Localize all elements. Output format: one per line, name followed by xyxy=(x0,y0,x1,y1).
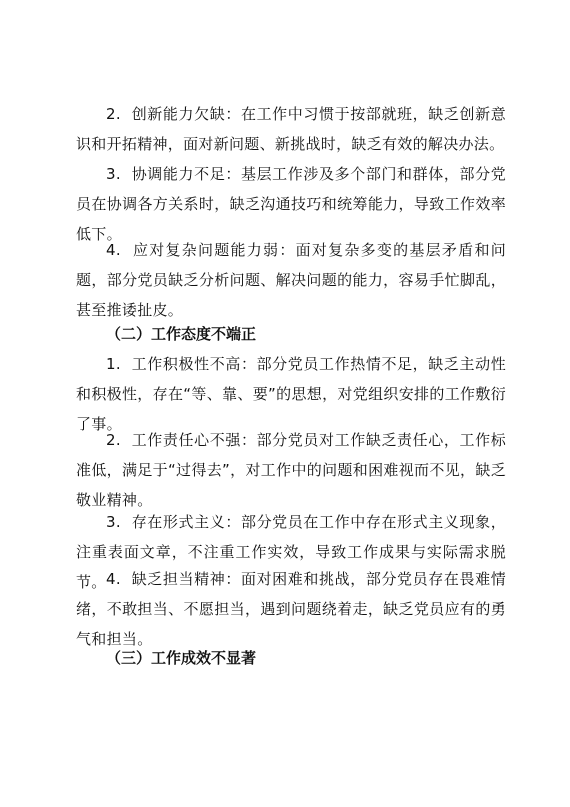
paragraph-text: 工作责任心不强：部分党员对工作缺乏责任心，工作标准低，满足于“过得去”，对工作中的问题和困难视而不见，缺乏敬业精神。 xyxy=(76,431,507,509)
item-number: 3. xyxy=(106,513,121,531)
item-number: 1. xyxy=(106,355,121,373)
section-heading-work-attitude: （二）工作态度不端正 xyxy=(106,325,257,343)
paragraph-responsibility xyxy=(76,425,506,515)
paragraph-text: 存在形式主义：部分党员在工作中存在形式主义现象，注重表面文章，不注重工作实效，导致工作成果与实际需求脱节。 xyxy=(76,513,507,591)
item-number: 2. xyxy=(106,431,121,449)
paragraph-complex-problems xyxy=(76,235,506,325)
paragraph-text: 工作积极性不高：部分党员工作热情不足，缺乏主动性和积极性，存在“等、靠、要”的思想，对党组织安排的工作敷衍了事。 xyxy=(76,355,507,433)
section-heading-work-results: （三）工作成效不显著 xyxy=(106,649,257,667)
item-number: 4. xyxy=(106,570,121,588)
item-number: 3. xyxy=(106,165,121,183)
paragraph-innovation xyxy=(76,99,506,159)
paragraph-text: 创新能力欠缺：在工作中习惯于按部就班，缺乏创新意识和开拓精神，面对新问题、新挑战时，缺乏有效的解决办法。 xyxy=(76,105,507,153)
paragraph-text: 协调能力不足：基层工作涉及多个部门和群体，部分党员在协调各方关系时，缺乏沟通技巧和统筹能力，导致工作效率低下。 xyxy=(76,165,507,243)
paragraph-responsibility-spirit xyxy=(76,564,506,654)
item-number: 2. xyxy=(106,105,121,123)
item-number: 4. xyxy=(106,241,121,259)
paragraph-text: 缺乏担当精神：面对困难和挑战，部分党员存在畏难情绪，不敢担当、不愿担当，遇到问题绕着走，缺乏党员应有的勇气和担当。 xyxy=(76,570,507,648)
paragraph-text: 应对复杂问题能力弱：面对复杂多变的基层矛盾和问题，部分党员缺乏分析问题、解决问题的能力，容易手忙脚乱，甚至推诿扯皮。 xyxy=(76,241,506,319)
